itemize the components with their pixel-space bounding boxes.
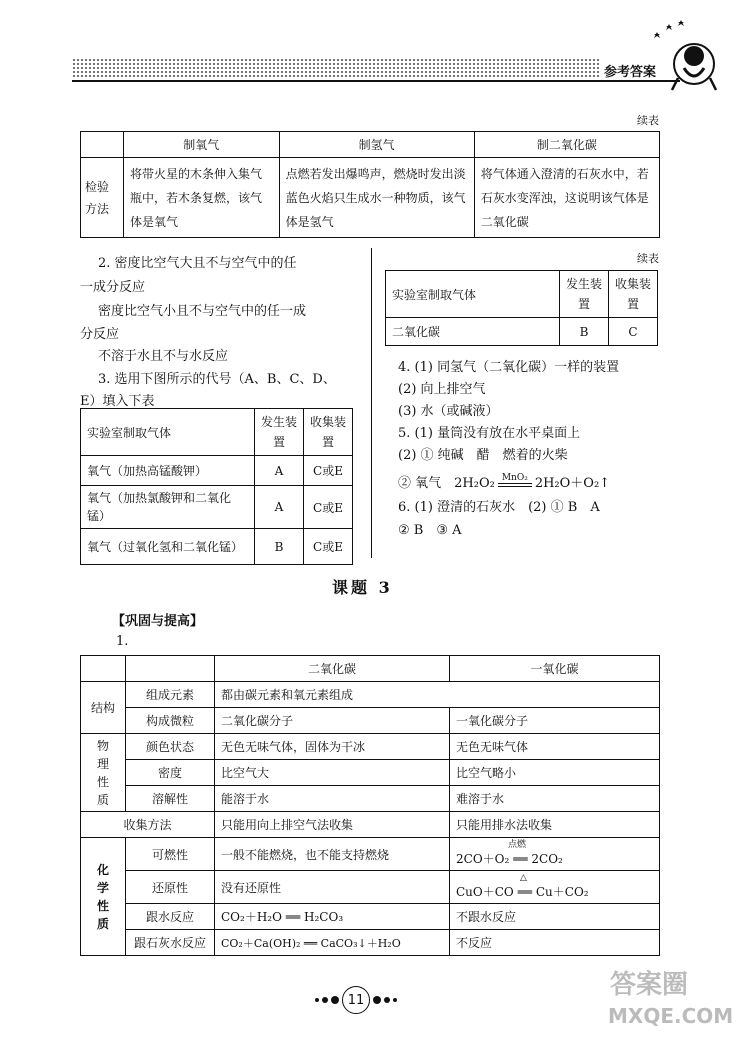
table-co2-vs-co (80, 655, 660, 956)
right-line-7: ② B ③ A (398, 523, 462, 538)
header-collector: 收集装置 (304, 409, 353, 456)
left-line-1: 2. 密度比空气大且不与空气中的任 (98, 256, 297, 271)
section-title: 课题 3 (332, 578, 393, 597)
value-co2-water: CO₂＋H₂O ══ H₂CO₃ (215, 904, 450, 930)
dot-icon (384, 997, 390, 1003)
header-generator: 发生装置 (560, 271, 609, 318)
dot-icon (315, 998, 319, 1002)
prop-particles: 构成微粒 (126, 708, 215, 734)
right-line-3: (3) 水（或碱液） (398, 404, 499, 419)
header-generator: 发生装置 (255, 409, 304, 456)
cell-gas: 氧气（加热高锰酸钾） (81, 456, 255, 486)
right-line-2: (2) 向上排空气 (398, 382, 486, 397)
header-dot-band (72, 58, 600, 78)
dot-icon (331, 996, 339, 1004)
left-line-4: 分反应 (80, 327, 120, 342)
right-line-1: 4. (1) 同氢气（二氧化碳）一样的装置 (398, 360, 620, 375)
equation-arrow (498, 473, 532, 491)
prop-flammability: 可燃性 (126, 838, 215, 871)
right-equation (398, 472, 610, 491)
equation-co-reduction: CuO＋CO ══ Cu＋CO₂ (456, 885, 589, 899)
cell-collector: C (609, 318, 658, 346)
continued-label-right: 续表 (637, 252, 659, 265)
table-co2-apparatus (385, 270, 658, 346)
prop-density: 密度 (126, 760, 215, 786)
header-collector: 收集装置 (609, 271, 658, 318)
cell-collector: C或E (304, 456, 353, 486)
watermark-logo: 答案圈 (610, 970, 689, 1000)
cell-gas: 氧气（加热氯酸钾和二氧化锰） (81, 486, 255, 529)
prop-water-reaction: 跟水反应 (126, 904, 215, 930)
left-line-5: 不溶于水且不与水反应 (98, 349, 229, 364)
prop-elements: 组成元素 (126, 682, 215, 708)
header-rule (72, 80, 680, 82)
table-header-oxygen: 制氧气 (124, 132, 280, 158)
cell-collector: C或E (304, 529, 353, 565)
group-physical: 物理性质 (81, 734, 126, 812)
table-header-co2: 制二氧化碳 (474, 132, 659, 158)
value-co-collection: 只能用排水法收集 (450, 812, 660, 838)
group-chemical: 化学性质 (81, 838, 126, 956)
table-header-hydrogen: 制氢气 (279, 132, 474, 158)
row-label-test-method: 检验方法 (81, 158, 124, 238)
value-co2-density: 比空气大 (215, 760, 450, 786)
condition-heat: △ (520, 873, 527, 883)
value-co-limewater: 不反应 (450, 930, 660, 956)
right-line-4: 5. (1) 量筒没有放在水平桌面上 (398, 426, 581, 441)
prop-reducibility: 还原性 (126, 871, 215, 904)
cell-oxygen-test: 将带火星的木条伸入集气瓶中，若木条复燃，该气体是氧气 (124, 158, 280, 238)
right-line-5: (2) ① 纯碱 醋 燃着的火柴 (398, 448, 568, 463)
condition-ignite: 点燃 (508, 840, 527, 850)
equation-products: 2H₂O＋O₂↑ (534, 476, 611, 491)
prop-solubility: 溶解性 (126, 786, 215, 812)
group-structure: 结构 (81, 682, 126, 734)
column-divider (371, 248, 372, 558)
watermark-url: MXQE.COM (608, 1004, 734, 1028)
dot-icon (393, 998, 397, 1002)
cell-gas: 二氧化碳 (386, 318, 560, 346)
left-line-7: E）填入下表 (80, 394, 155, 409)
value-co-solubility: 难溶于水 (450, 786, 660, 812)
left-line-3: 密度比空气小且不与空气中的任一成 (98, 304, 307, 319)
value-co-water: 不跟水反应 (450, 904, 660, 930)
value-co-reducibility (450, 871, 660, 904)
cell-generator: B (255, 529, 304, 565)
left-line-2: 一成分反应 (80, 280, 146, 295)
continued-label-top: 续表 (637, 114, 659, 127)
value-co2-collection: 只能用向上排空气法收集 (215, 812, 450, 838)
equation-condition: MnO₂ (501, 473, 528, 483)
header-gas: 实验室制取气体 (81, 409, 255, 456)
header-empty (126, 656, 215, 682)
value-co-particles: 一氧化碳分子 (450, 708, 660, 734)
item-number: 1. (116, 634, 129, 649)
header-co: 一氧化碳 (450, 656, 660, 682)
table-header-empty (81, 132, 124, 158)
value-elements: 都由碳元素和氧元素组成 (215, 682, 660, 708)
header-empty (81, 656, 126, 682)
cell-generator: A (255, 486, 304, 529)
equation-co-combustion: 2CO＋O₂ ══ 2CO₂ (456, 852, 563, 866)
value-co2-appearance: 无色无味气体，固体为干冰 (215, 734, 450, 760)
value-co2-flammability: 一般不能燃烧，也不能支持燃烧 (215, 838, 450, 871)
equation-reactants: ② 氧气 2H₂O₂ (398, 476, 495, 491)
cell-co2-test: 将气体通入澄清的石灰水中，若石灰水变浑浊，这说明该气体是二氧化碳 (474, 158, 659, 238)
table-oxygen-apparatus (80, 408, 353, 565)
cell-generator: A (255, 456, 304, 486)
dot-icon (322, 997, 328, 1003)
prop-appearance: 颜色状态 (126, 734, 215, 760)
cell-gas: 氧气（过氧化氢和二氧化锰） (81, 529, 255, 565)
value-co2-particles: 二氧化碳分子 (215, 708, 450, 734)
value-co2-reducibility: 没有还原性 (215, 871, 450, 904)
value-co-density: 比空气略小 (450, 760, 660, 786)
cell-hydrogen-test: 点燃若发出爆鸣声，燃烧时发出淡蓝色火焰只生成水一种物质，该气体是氢气 (279, 158, 474, 238)
equation-equals (498, 483, 532, 487)
mascot-logo-icon (648, 18, 720, 96)
header-gas: 实验室制取气体 (386, 271, 560, 318)
value-co2-solubility: 能溶于水 (215, 786, 450, 812)
left-line-6: 3. 选用下图所示的代号（A、B、C、D、 (98, 372, 336, 387)
prop-limewater-reaction: 跟石灰水反应 (126, 930, 215, 956)
right-line-6: 6. (1) 澄清的石灰水 (2) ① B A (398, 500, 600, 515)
cell-collector: C或E (304, 486, 353, 529)
cell-generator: B (560, 318, 609, 346)
header-label: 参考答案 (604, 65, 657, 80)
header-co2: 二氧化碳 (215, 656, 450, 682)
value-co-appearance: 无色无味气体 (450, 734, 660, 760)
table-gas-test (80, 131, 660, 238)
value-co2-limewater: CO₂＋Ca(OH)₂ ══ CaCO₃↓＋H₂O (215, 930, 450, 956)
page-number: 11 (342, 986, 370, 1014)
page-number-badge (315, 986, 397, 1014)
value-co-flammability (450, 838, 660, 871)
dot-icon (373, 996, 381, 1004)
section-subtitle: 【巩固与提高】 (112, 614, 204, 629)
prop-collection: 收集方法 (81, 812, 215, 838)
